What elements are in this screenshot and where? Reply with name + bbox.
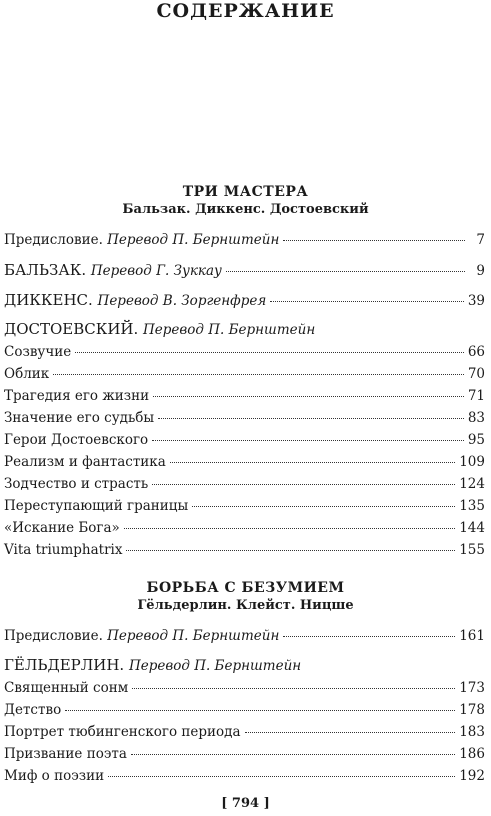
toc-entry-translator: Перевод П. Бернштейн bbox=[107, 232, 280, 248]
dot-leader bbox=[170, 461, 455, 463]
toc-page-number: 144 bbox=[459, 520, 485, 536]
toc-entry-title: Облик bbox=[4, 366, 50, 382]
toc-entry[interactable] bbox=[4, 386, 485, 406]
dot-leader bbox=[124, 527, 455, 529]
toc-group-title: ДОСТОЕВСКИЙ. bbox=[4, 320, 144, 338]
toc-entry-title: Трагедия его жизни bbox=[4, 388, 150, 404]
section-subtitle: Бальзак. Диккенс. Достоевский bbox=[122, 202, 369, 217]
dot-leader bbox=[65, 709, 455, 711]
toc-entry[interactable] bbox=[4, 540, 485, 560]
dot-leader bbox=[152, 483, 455, 485]
toc-entry[interactable] bbox=[4, 766, 485, 786]
toc-entry-title: Vita triumphatrix bbox=[4, 542, 123, 558]
toc-entry[interactable] bbox=[4, 722, 485, 742]
dot-leader bbox=[283, 239, 465, 241]
toc-entry[interactable] bbox=[4, 260, 485, 280]
dot-leader bbox=[108, 775, 455, 777]
page-number: [ 794 ] bbox=[221, 796, 270, 811]
toc-group-translator: Перевод П. Бернштейн bbox=[143, 322, 316, 338]
section-header bbox=[0, 580, 491, 613]
toc-entry[interactable] bbox=[4, 474, 485, 494]
toc-page-number: 161 bbox=[459, 628, 485, 644]
toc-entry-title: Детство bbox=[4, 702, 62, 718]
toc-entry-title: Переступающий границы bbox=[4, 498, 189, 514]
toc-entry[interactable] bbox=[4, 230, 485, 250]
toc-page-number: 9 bbox=[476, 263, 485, 279]
dot-leader bbox=[226, 270, 465, 272]
toc-page-number: 155 bbox=[459, 542, 485, 558]
toc-entry[interactable] bbox=[4, 452, 485, 472]
section-title: БОРЬБА С БЕЗУМИЕМ bbox=[146, 580, 345, 596]
toc-entry-title: Миф о поэзии bbox=[4, 768, 105, 784]
toc-entry-title: ДИККЕНС. bbox=[4, 291, 98, 309]
toc-entry-translator: Перевод Г. Зуккау bbox=[90, 263, 222, 279]
dot-leader bbox=[126, 549, 455, 551]
toc-entry-title: Герои Достоевского bbox=[4, 432, 149, 448]
dot-leader bbox=[158, 417, 464, 419]
dot-leader bbox=[131, 753, 455, 755]
toc-entry-title: Созвучие bbox=[4, 344, 72, 360]
page-title: СОДЕРЖАНИЕ bbox=[156, 0, 335, 22]
toc-entry-title: Призвание поэта bbox=[4, 746, 127, 762]
toc-entry[interactable] bbox=[4, 342, 485, 362]
toc-page-number: 95 bbox=[467, 432, 485, 448]
toc-page-number: 39 bbox=[467, 293, 485, 309]
toc-group-title: ГЁЛЬДЕРЛИН. bbox=[4, 656, 129, 674]
toc-entry-translator: Перевод В. Зоргенфрея bbox=[97, 293, 267, 309]
section-subtitle: Гёльдерлин. Клейст. Ницше bbox=[137, 598, 354, 613]
toc-page-number: 135 bbox=[459, 498, 485, 514]
dot-leader bbox=[245, 731, 456, 733]
toc-page-number: 124 bbox=[459, 476, 485, 492]
toc-group-heading bbox=[4, 319, 315, 340]
toc-entry[interactable] bbox=[4, 700, 485, 720]
dot-leader bbox=[270, 300, 464, 302]
toc-group-translator: Перевод П. Бернштейн bbox=[128, 658, 302, 674]
toc-page-number: 66 bbox=[467, 344, 485, 360]
dot-leader bbox=[153, 395, 464, 397]
toc-entry[interactable] bbox=[4, 626, 485, 646]
toc-page-number: 183 bbox=[459, 724, 485, 740]
toc-page-number: 109 bbox=[459, 454, 485, 470]
toc-entry-title: Зодчество и страсть bbox=[4, 476, 149, 492]
toc-entry[interactable] bbox=[4, 408, 485, 428]
toc-entry[interactable] bbox=[4, 290, 485, 310]
toc-entry[interactable] bbox=[4, 678, 485, 698]
section-title: ТРИ МАСТЕРА bbox=[182, 184, 309, 200]
toc-page-number: 70 bbox=[467, 366, 485, 382]
toc-entry[interactable] bbox=[4, 518, 485, 538]
dot-leader bbox=[132, 687, 455, 689]
toc-group-heading bbox=[4, 655, 301, 676]
toc-entry[interactable] bbox=[4, 364, 485, 384]
toc-entry-title: Портрет тюбингенского периода bbox=[4, 724, 241, 740]
dot-leader bbox=[283, 635, 455, 637]
toc-entry-title: Значение его судьбы bbox=[4, 410, 155, 426]
toc-entry-title: Священный сонм bbox=[4, 680, 129, 696]
toc-entry[interactable] bbox=[4, 744, 485, 764]
dot-leader bbox=[53, 373, 464, 375]
dot-leader bbox=[75, 351, 464, 353]
toc-page-number: 173 bbox=[459, 680, 485, 696]
toc-entry[interactable] bbox=[4, 430, 485, 450]
toc-entry-title: Реализм и фантастика bbox=[4, 454, 166, 470]
toc-page-number: 83 bbox=[467, 410, 485, 426]
dot-leader bbox=[152, 439, 464, 441]
toc-page-number: 7 bbox=[476, 232, 485, 248]
toc-entry-title: БАЛЬЗАК. bbox=[4, 261, 91, 279]
toc-page-number: 186 bbox=[459, 746, 485, 762]
toc-entry[interactable] bbox=[4, 496, 485, 516]
dot-leader bbox=[192, 505, 455, 507]
toc-entry-title: Предисловие. bbox=[4, 628, 108, 644]
section-header bbox=[0, 184, 491, 217]
toc-entry-translator: Перевод П. Бернштейн bbox=[107, 628, 280, 644]
toc-page-number: 178 bbox=[459, 702, 485, 718]
toc-entry-title: «Искание Бога» bbox=[4, 520, 120, 536]
toc-page-number: 71 bbox=[467, 388, 485, 404]
toc-entry-title: Предисловие. bbox=[4, 232, 108, 248]
toc-page-number: 192 bbox=[459, 768, 485, 784]
